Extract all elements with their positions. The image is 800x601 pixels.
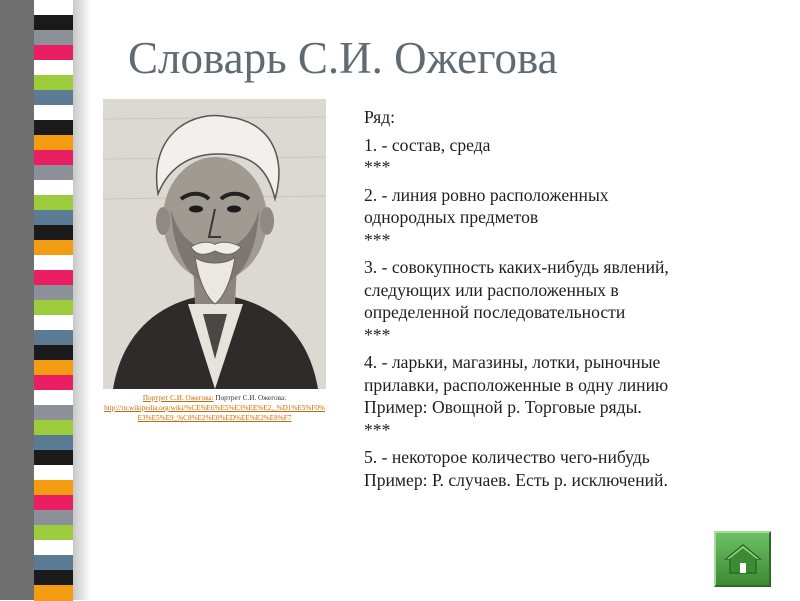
stripe: [34, 420, 73, 436]
entry-line: 5. - некоторое количество чего-нибудь: [364, 447, 650, 467]
entry-line: однородных предметов: [364, 207, 539, 227]
stripe: [34, 0, 73, 16]
entry-def2: [364, 184, 774, 252]
portrait-image: [103, 99, 326, 389]
page-title: Словарь С.И. Ожегова: [128, 33, 558, 83]
stripe: [34, 255, 73, 271]
entry-line: 3. - совокупность каких-нибудь явлений,: [364, 257, 669, 277]
stripe: [34, 570, 73, 586]
entry-line: 1. - состав, среда: [364, 134, 491, 155]
entry-line: Пример: Р. случаев. Есть р. исключений.: [364, 469, 668, 490]
entry-line: определенной последовательности: [364, 302, 626, 322]
stripe: [34, 150, 73, 166]
stripe: [34, 120, 73, 136]
entry-line: следующих или расположенных в: [364, 279, 619, 300]
stripe: [34, 270, 73, 286]
caption-text: Портрет С.И. Ожегова:: [213, 394, 287, 402]
separator-stars: ***: [364, 229, 391, 250]
entry-line: 2. - линия ровно расположенных: [364, 184, 609, 205]
stripe: [34, 585, 73, 601]
stripe: [34, 360, 73, 376]
stripe: [34, 285, 73, 301]
stripe: [34, 15, 73, 31]
stripe: [34, 135, 73, 151]
stripe: [34, 525, 73, 541]
left-border-dark: [0, 0, 34, 600]
separator-stars: ***: [364, 157, 391, 177]
entry-line: 4. - ларьки, магазины, лотки, рыночные: [364, 352, 661, 372]
image-caption: [103, 393, 326, 423]
stripe: [34, 105, 73, 121]
separator-stars: ***: [364, 419, 391, 440]
entry-line: прилавки, расположенные в одну линию: [364, 374, 669, 395]
stripe: [34, 315, 73, 331]
stripe: [34, 330, 73, 346]
stripe: [34, 225, 73, 241]
stripe: [34, 450, 73, 466]
stripe: [34, 405, 73, 421]
stripe: [34, 180, 73, 196]
stripe: [34, 165, 73, 181]
stripe: [34, 75, 73, 91]
stripe: [34, 30, 73, 46]
entry-def4: [364, 351, 774, 441]
stripe: [34, 495, 73, 511]
stripe: [34, 375, 73, 391]
stripe: [34, 45, 73, 61]
entry-def5: [364, 446, 774, 491]
entry-header: [364, 106, 774, 129]
decorative-stripes: [34, 0, 73, 600]
stripe: [34, 300, 73, 316]
entry-line: Ряд:: [364, 107, 396, 127]
stripe: [34, 390, 73, 406]
stripe: [34, 210, 73, 226]
stripe: [34, 555, 73, 571]
stripe: [34, 60, 73, 76]
stripe: [34, 540, 73, 556]
definitions-list: [364, 106, 774, 491]
stripe: [34, 195, 73, 211]
portrait-drawing: [103, 99, 326, 389]
stripe: [34, 240, 73, 256]
stripe: [34, 435, 73, 451]
stripe: [34, 465, 73, 481]
stripe: [34, 90, 73, 106]
caption-url-link[interactable]: http://ru.wikipedia.org/wiki/%CE%E6%E5%E3%EE%E2,_%D1%E5%F0%E3%E5%E9_%C8%E2%E0%ED%EE%E2%E8%F7: [104, 404, 325, 422]
stripe: [34, 345, 73, 361]
stripe-shadow: [73, 0, 91, 600]
entry-def1: [364, 134, 774, 179]
separator-stars: ***: [364, 324, 391, 345]
stripe: [34, 510, 73, 526]
caption-link[interactable]: Портрет С.И. Ожегова:: [142, 394, 214, 402]
stripe: [34, 480, 73, 496]
entry-line: Пример: Овощной р. Торговые ряды.: [364, 397, 642, 417]
home-icon: [724, 542, 762, 576]
entry-def3: [364, 256, 774, 346]
home-button[interactable]: [714, 531, 771, 587]
